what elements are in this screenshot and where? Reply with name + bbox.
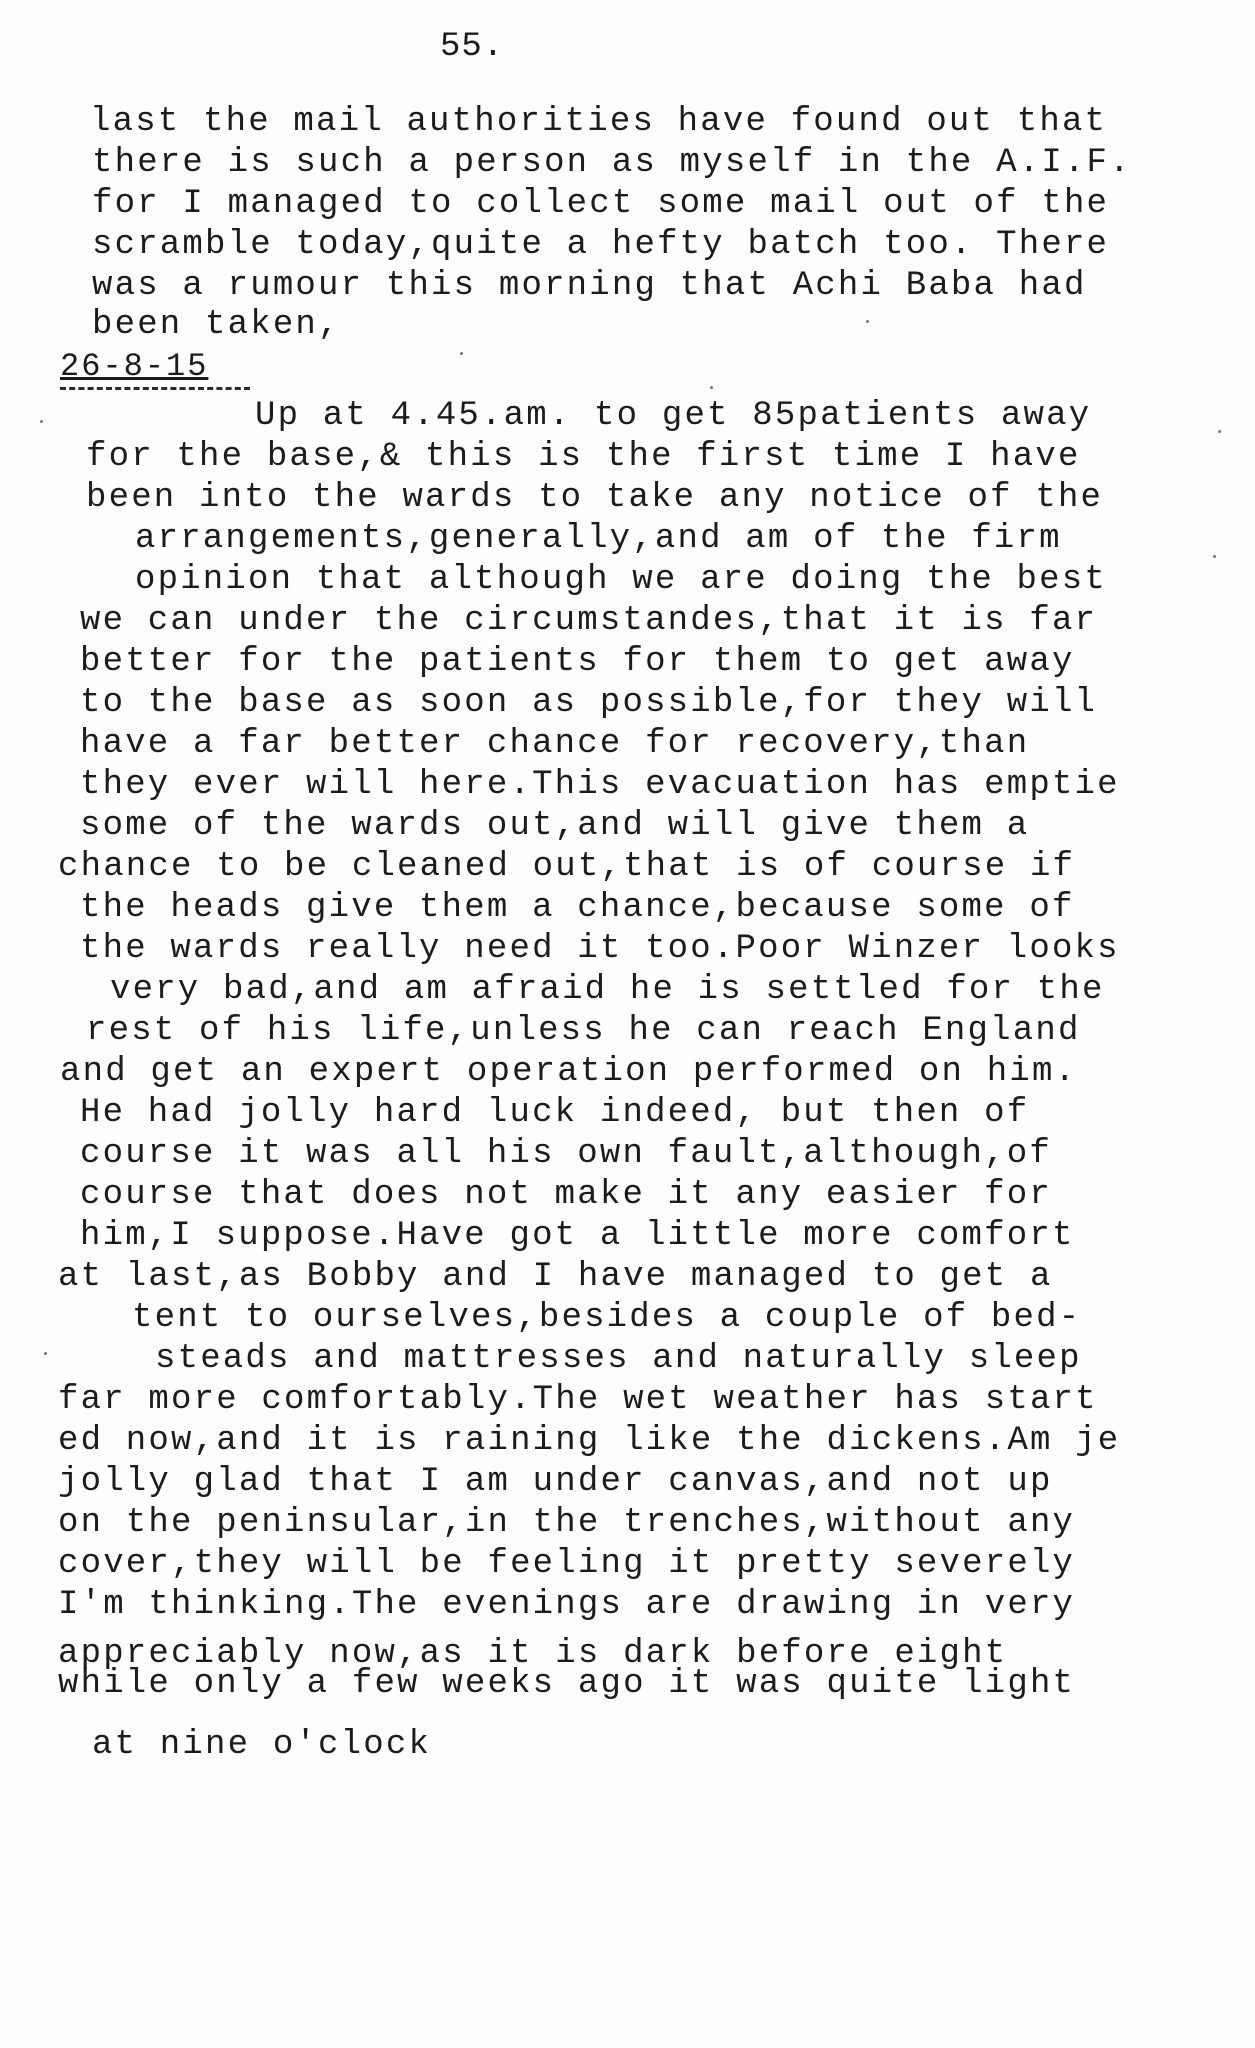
text-line: rest of his life,unless he can reach England	[86, 1012, 1081, 1050]
text-line: been taken,	[92, 306, 341, 344]
paper-speck	[460, 352, 463, 355]
text-line: far more comfortably.The wet weather has start	[58, 1381, 1098, 1419]
text-line: the heads give them a chance,because some of	[80, 889, 1075, 927]
text-line: for I managed to collect some mail out of the	[92, 185, 1110, 223]
text-line: ed now,and it is raining like the dickens.Am je	[58, 1422, 1121, 1460]
paper-speck	[40, 420, 43, 423]
text-line: cover,they will be feeling it pretty severely	[58, 1545, 1076, 1583]
diary-date: 26-8-15	[60, 348, 209, 385]
text-line: Up at 4.45.am. to get 85patients away	[255, 397, 1092, 435]
text-line: opinion that although we are doing the best	[135, 561, 1107, 599]
paper-speck	[1218, 430, 1221, 433]
text-line: course that does not make it any easier for	[80, 1176, 1052, 1214]
text-line: for the base,& this is the first time I have	[86, 438, 1081, 476]
text-line: some of the wards out,and will give them a	[80, 807, 1030, 845]
text-line: and get an expert operation performed on him.	[60, 1053, 1078, 1091]
text-line: been into the wards to take any notice of the	[86, 479, 1104, 517]
text-line: him,I suppose.Have got a little more comfort	[80, 1217, 1075, 1255]
paper-speck	[710, 386, 713, 389]
text-line: I'm thinking.The evenings are drawing in very	[58, 1586, 1076, 1624]
text-line: last the mail authorities have found out that	[90, 103, 1108, 141]
text-line: there is such a person as myself in the A.I.F.	[92, 144, 1132, 182]
text-line: scramble today,quite a hefty batch too. There	[92, 226, 1110, 264]
text-line: tent to ourselves,besides a couple of bed-	[132, 1299, 1082, 1337]
text-line: was a rumour this morning that Achi Baba had	[92, 267, 1087, 305]
text-line: very bad,and am afraid he is settled for the	[110, 971, 1105, 1009]
date-underline	[60, 387, 250, 390]
text-line: chance to be cleaned out,that is of course if	[58, 848, 1076, 886]
text-line: the wards really need it too.Poor Winzer looks	[80, 930, 1120, 968]
page-number: 55.	[440, 28, 505, 66]
text-line: on the peninsular,in the trenches,without any	[58, 1504, 1076, 1542]
text-line: jolly glad that I am under canvas,and not up	[58, 1463, 1053, 1501]
text-line: at nine o'clock	[92, 1726, 432, 1764]
text-line: while only a few weeks ago it was quite light	[58, 1665, 1076, 1703]
text-line: appreciably now,as it is dark before eight	[58, 1635, 1008, 1673]
text-line: He had jolly hard luck indeed, but then of	[80, 1094, 1030, 1132]
paper-speck	[866, 320, 869, 323]
text-line: they ever will here.This evacuation has emptie	[80, 766, 1120, 804]
text-line: at last,as Bobby and I have managed to get a	[58, 1258, 1053, 1296]
text-line: to the base as soon as possible,for they will	[80, 684, 1098, 722]
text-line: steads and mattresses and naturally sleep	[155, 1340, 1082, 1378]
text-line: course it was all his own fault,although,of	[80, 1135, 1052, 1173]
text-line: better for the patients for them to get away	[80, 643, 1075, 681]
text-line: arrangements,generally,and am of the firm	[135, 520, 1062, 558]
paper-speck	[1213, 555, 1216, 558]
text-line: we can under the circumstandes,that it is far	[80, 602, 1098, 640]
text-line: have a far better chance for recovery,than	[80, 725, 1030, 763]
paper-speck	[44, 1352, 47, 1355]
